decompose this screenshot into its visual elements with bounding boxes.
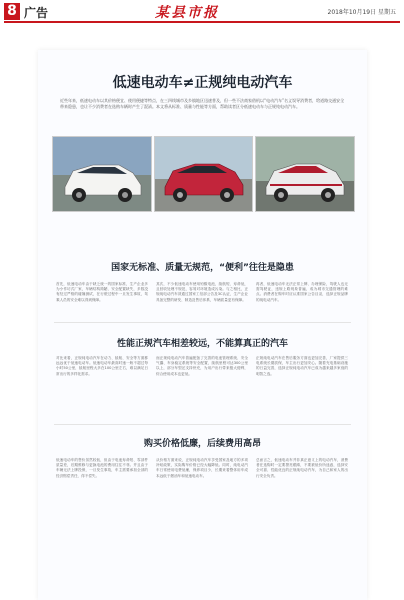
article-headline: 低速电动车≠正规纯电动汽车 xyxy=(112,75,293,91)
red-suv-photo xyxy=(154,136,253,212)
section-1-column-1: 首先，低速电动车由于缺乏统一的国家标准，生产企业多为小作坊式厂家，车辆结构简陋、安全配置缺失，多数没有经过严格的碰撞测试，在行驶过程中一旦发生事故，驾乘人员的安全难以得到保障。 xyxy=(56,282,148,302)
section-title-3: 购买价格低廉，后续费用高昂 xyxy=(143,439,261,449)
section-divider-2 xyxy=(54,424,351,425)
article-intro: 近些年来，低速电动车以其价格便宜、使用便捷等特点，在三四线城市及乡镇地区迅速普及，但一些不法商家借机以“电动汽车”名义误导消费者，给道路交通安全带来隐患，也让不少消费者在选购车辆时产生了混淆。本文将从标准、质量与性能等方面，帮助读者区分低速电动车与正规纯电动汽车。 xyxy=(60,98,345,109)
white-suv-photo xyxy=(52,136,152,212)
section-divider-1 xyxy=(54,322,351,323)
date-line: 2018年10月19日 星期五 xyxy=(327,9,396,16)
advertorial-article xyxy=(38,50,367,600)
section-3-column-3: 总而言之，低速电动车并非真正意义上的电动汽车，消费者在选购时一定要擦亮眼睛，不要被低价所迷惑，选择安全可靠、性能优良的正规纯电动汽车，为自己和家人的出行安全负责。 xyxy=(256,458,348,478)
section-2-column-3: 正规纯电动汽车在售后服务方面也更加完善，厂家提供三电系统长期质保，车主出行更加安心。随着充电基础设施的日益完善，选择正规纯电动汽车已成为越来越多家庭的明智之选。 xyxy=(256,356,348,376)
white-red-suv-photo xyxy=(255,136,355,212)
section-3-column-2: 从价格方面来说，正规纯电动汽车享受国家及地方的多项补贴政策，实际购车价格已经大幅降低。同时，纯电动汽车日常使用电费低廉，保养项目少，长期来看整体用车成本远低于燃油车和低速电动车。 xyxy=(156,458,248,478)
section-1-column-3: 再者，低速电动车无法正常上牌、办理保险，驾驶人也无需驾驶证，违规上路现象普遍，成为城市交通管理的难点。消费者在购车时应认准国家公告目录，选择正规品牌的纯电动汽车。 xyxy=(256,282,348,302)
section-2-column-1: 对比来看，正规纯电动汽车在动力、续航、安全等方面都远远优于低速电动车。低速电动车最高时速一般不超过每小时50公里，续航里程大多在100公里左右，难以满足日常出行的多样化需求。 xyxy=(56,356,148,376)
newspaper-masthead: 某县市报 xyxy=(155,5,219,21)
section-name: 广告 xyxy=(24,6,49,20)
section-3-column-1: 低速电动车的售价虽然较低，但由于电池寿命短、零部件质量差，后期维修与更换电池的费用往往不菲。并且由于车辆无法上牌投保，一旦发生事故，车主需要承担全部的经济赔偿责任，得不偿失。 xyxy=(56,458,148,478)
section-title-2: 性能正规汽车相差较远，不能算真正的汽车 xyxy=(116,339,288,349)
header-rule xyxy=(4,21,400,23)
section-title-1: 国家无标准、质量无规范，“便利”往往是隐患 xyxy=(111,263,294,273)
section-1-column-2: 其次，不少低速电动车使用铅酸电池，续航短、寿命低，且回收处理不规范，容易对环境造成污染。与之相比，正规纯电动汽车须通过国家工信部公告及3C认证，生产企业具备完整的研发、制造及售后体系，车辆质量更有保障。 xyxy=(156,282,248,302)
section-2-column-2: 而正规纯电动汽车普遍配备了完善的电池管理系统、安全气囊、车身稳定系统等安全配置，续航里程可达300公里以上，部分车型还支持快充，为用户出行带来极大便利，综合使用成本也更低。 xyxy=(156,356,248,376)
page-header xyxy=(0,0,404,22)
page-number-badge: 8 xyxy=(4,3,20,20)
